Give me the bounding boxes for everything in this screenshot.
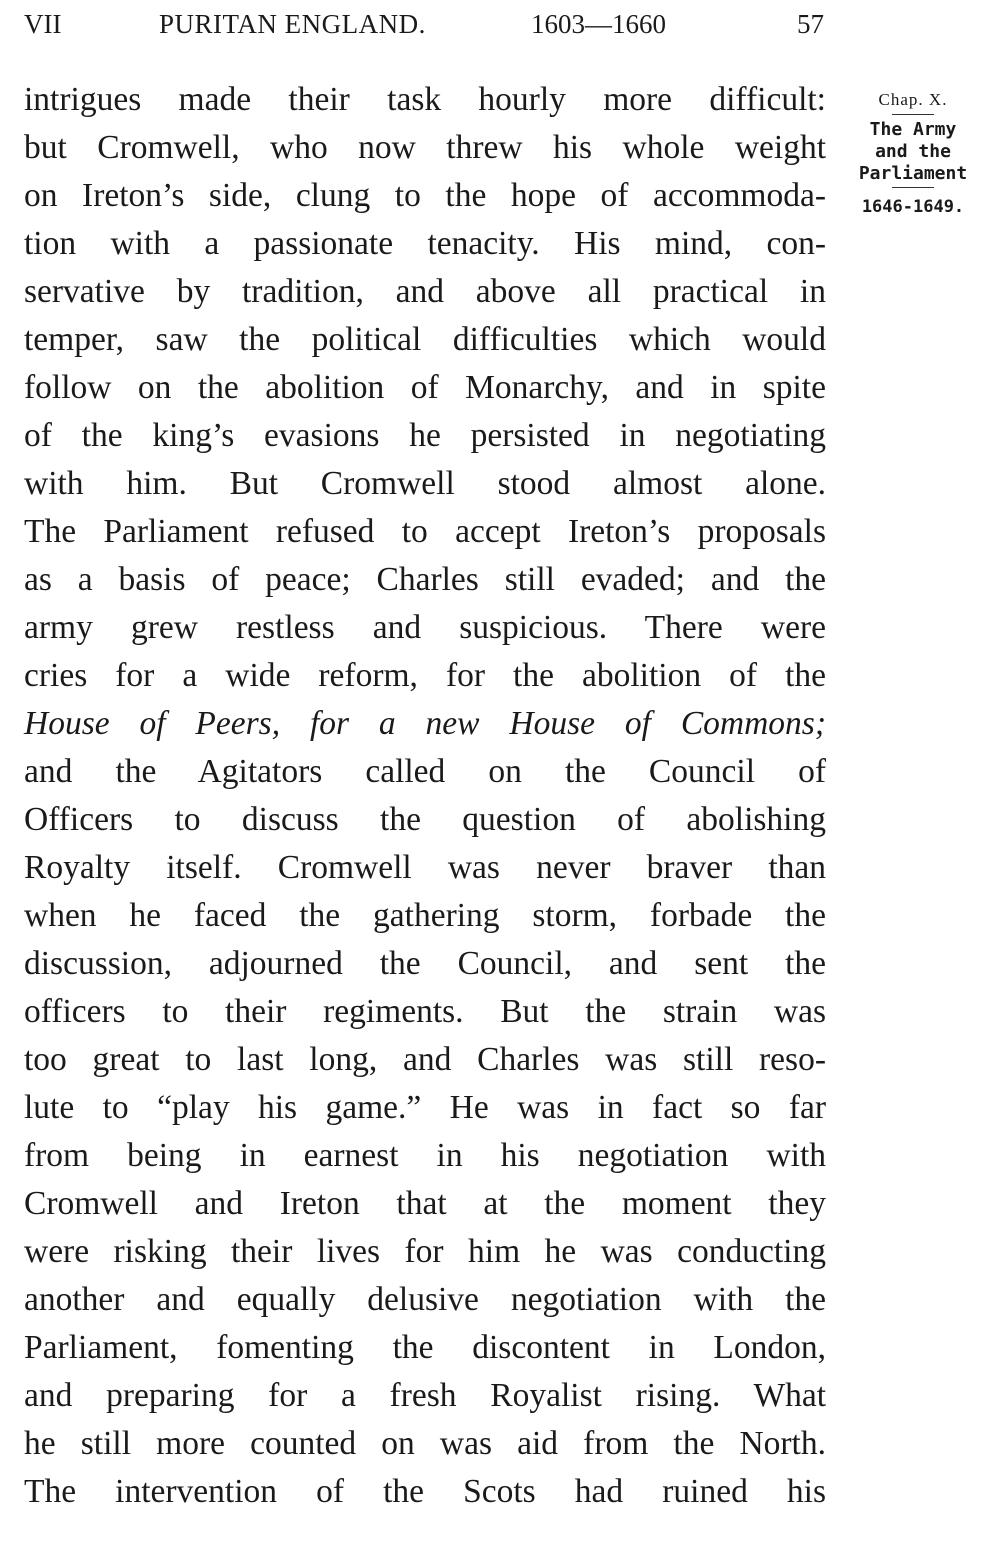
text-line: temper, saw the political difficulties which would (24, 321, 826, 358)
text-line: Parliament, fomenting the discontent in London, (24, 1329, 826, 1366)
body-text (24, 76, 826, 1516)
running-header (24, 6, 824, 42)
margin-sidenote (838, 88, 988, 218)
chapter-number: VII (24, 9, 62, 39)
text-line: lute to “play his game.” He was in fact so far (24, 1089, 826, 1126)
sidenote-topic-line: The Army (869, 119, 957, 140)
text-line: and the Agitators called on the Council of (24, 753, 826, 790)
text-line: when he faced the gathering storm, forbade the (24, 897, 826, 934)
period-dates: 1603—1660 (531, 9, 666, 39)
sidenote-chapter: Chap. X. (878, 90, 948, 109)
sidenote-rule (892, 187, 934, 188)
text-line: but Cromwell, who now threw his whole weight (24, 129, 826, 166)
sidenote-topic-line: Parliament (858, 163, 968, 184)
text-line: Officers to discuss the question of abolishing (24, 801, 826, 838)
text-line: servative by tradition, and above all practical in (24, 273, 826, 310)
text-line: were risking their lives for him he was conducting (24, 1233, 826, 1270)
text-line: Royalty itself. Cromwell was never braver than (24, 849, 826, 886)
text-line: with him. But Cromwell stood almost alone. (24, 465, 826, 502)
text-line: army grew restless and suspicious. There were (24, 609, 826, 646)
page-number: 57 (797, 9, 824, 39)
text-line: cries for a wide reform, for the abolition of the (24, 657, 826, 694)
text-line: another and equally delusive negotiation with the (24, 1281, 826, 1318)
text-line: The Parliament refused to accept Ireton’s proposals (24, 513, 826, 550)
text-line: tion with a passionate tenacity. His mind, con- (24, 225, 826, 262)
text-line: The intervention of the Scots had ruined his (24, 1473, 826, 1510)
sidenote-dates: 1646-1649. (861, 197, 965, 217)
text-line: he still more counted on was aid from the North. (24, 1425, 826, 1462)
text-line: of the king’s evasions he persisted in negotiating (24, 417, 826, 454)
book-title: PURITAN ENGLAND. (159, 9, 426, 39)
text-line-italic: House of Peers, for a new House of Commons; (24, 705, 826, 742)
text-line: follow on the abolition of Monarchy, and in spite (24, 369, 826, 406)
sidenote-topic-line: and the (875, 141, 951, 162)
text-line: from being in earnest in his negotiation with (24, 1137, 826, 1174)
sidenote-rule (892, 114, 934, 115)
text-line: too great to last long, and Charles was still reso- (24, 1041, 826, 1078)
text-line: intrigues made their task hourly more difficult: (24, 81, 826, 118)
text-line: officers to their regiments. But the strain was (24, 993, 826, 1030)
text-line: as a basis of peace; Charles still evaded; and the (24, 561, 826, 598)
sidenote-topic (838, 119, 988, 185)
text-line: on Ireton’s side, clung to the hope of accommoda- (24, 177, 826, 214)
text-line: Cromwell and Ireton that at the moment they (24, 1185, 826, 1222)
text-line: discussion, adjourned the Council, and sent the (24, 945, 826, 982)
text-line: and preparing for a fresh Royalist rising. What (24, 1377, 826, 1414)
